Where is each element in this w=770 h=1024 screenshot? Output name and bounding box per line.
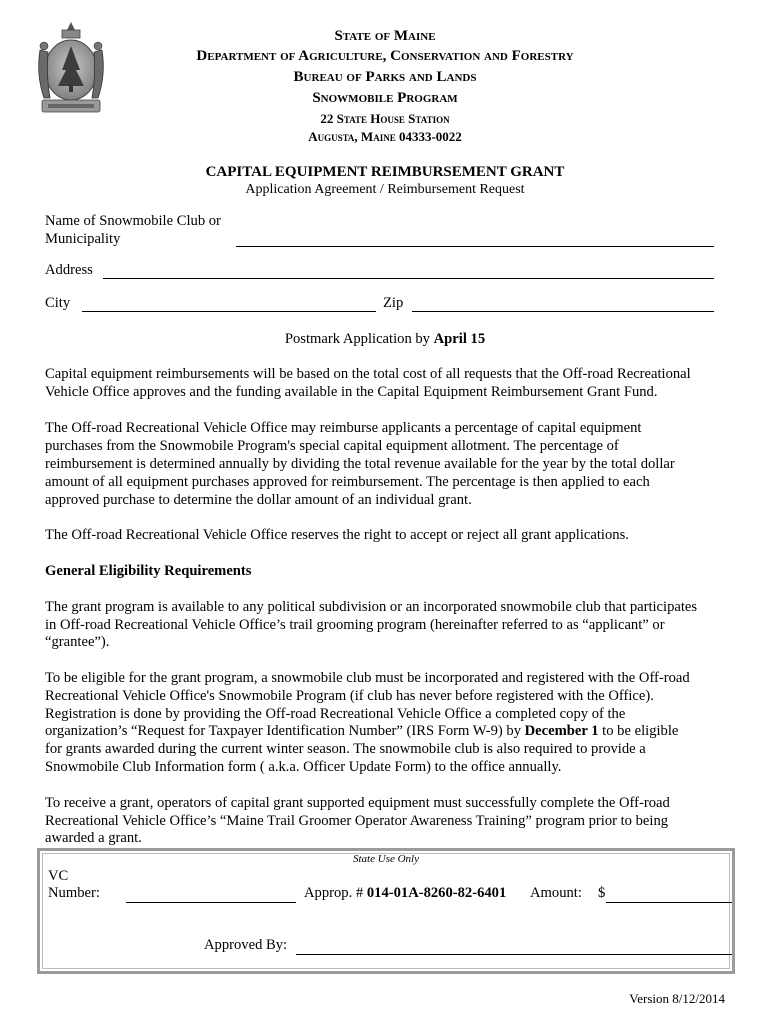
paragraph-line: amount of all equipment purchases approved for reimbursement. The percentage is then applied to each xyxy=(45,474,650,490)
paragraph-line: purchases from the Snowmobile Program's special capital equipment allotment. The percentage of xyxy=(45,438,619,454)
paragraph-line: Registration is done by providing the Off-road Recreational Vehicle Office a completed copy of the xyxy=(45,706,626,722)
version-label: Version 8/12/2014 xyxy=(629,991,725,1006)
postmark-date: April 15 xyxy=(433,331,486,347)
city-label: City xyxy=(45,295,71,311)
paragraph-line: reimbursement is determined annually by dividing the total revenue available for the year by the total dollar xyxy=(45,456,675,472)
paragraph-line: Vehicle Office approves and the funding available in the Capital Equipment Reimbursement Grant Fund. xyxy=(45,384,658,400)
paragraph-line: for grants awarded during the current winter season. The snowmobile club is also required to provide a xyxy=(45,741,646,757)
december-deadline: December 1 xyxy=(524,723,599,739)
city-field[interactable] xyxy=(82,311,376,312)
vc-label-1: VC xyxy=(48,868,69,884)
approp-label: Approp. # xyxy=(304,885,367,901)
text-run: organization’s “Request for Taxpayer Identification Number” (IRS Form W-9) by xyxy=(45,723,525,739)
approp-value: 014-01A-8260-82-6401 xyxy=(366,885,507,901)
paragraph-line: To be eligible for the grant program, a snowmobile club must be incorporated and registered with the Off-road xyxy=(45,670,690,686)
approved-by-label: Approved By: xyxy=(204,937,288,953)
paragraph-line: The grant program is available to any political subdivision or an incorporated snowmobile club that participates xyxy=(45,599,698,615)
paragraph-line xyxy=(45,723,735,741)
header-department: Department of Agriculture, Conservation and Forestry xyxy=(196,48,574,64)
section-heading: General Eligibility Requirements xyxy=(45,563,252,579)
state-seal-image xyxy=(32,20,110,120)
amount-label: Amount: xyxy=(530,885,582,901)
header-program: Snowmobile Program xyxy=(312,90,458,106)
state-use-box xyxy=(37,848,735,974)
text-run: to be eligible xyxy=(598,723,679,739)
club-name-field[interactable] xyxy=(236,246,714,247)
paragraph-line: Snowmobile Club Information form ( a.k.a. Officer Update Form) to the office annually. xyxy=(45,759,562,775)
paragraph-line: Recreational Vehicle Office’s “Maine Trail Groomer Operator Awareness Training” program prior to being xyxy=(45,813,669,829)
paragraph-line: Recreational Vehicle Office's Snowmobile Program (if club has never before registered with the Office). xyxy=(45,688,654,704)
state-use-title: State Use Only xyxy=(353,853,419,865)
postmark-deadline xyxy=(120,331,650,348)
address-label: Address xyxy=(45,262,93,278)
club-name-label-2: Municipality xyxy=(45,231,121,247)
zip-field[interactable] xyxy=(412,311,714,312)
form-subtitle: Application Agreement / Reimbursement Request xyxy=(245,182,525,197)
paragraph-line: approved purchase to determine the dollar amount of an individual grant. xyxy=(45,492,472,508)
paragraph-line: To receive a grant, operators of capital grant supported equipment must successfully complete the Off-road xyxy=(45,795,670,811)
approp-number xyxy=(304,885,506,902)
header-street: 22 State House Station xyxy=(320,111,450,126)
amount-field[interactable] xyxy=(606,902,732,903)
header-state: State of Maine xyxy=(334,28,436,44)
approved-by-field[interactable] xyxy=(296,954,732,955)
header-city: Augusta, Maine 04333-0022 xyxy=(308,129,462,144)
paragraph-line: in Off-road Recreational Vehicle Office’s trail grooming program (hereinafter referred to as “applicant” or xyxy=(45,617,665,633)
club-name-label-1: Name of Snowmobile Club or xyxy=(45,213,221,229)
vc-number-field[interactable] xyxy=(126,902,296,903)
address-field[interactable] xyxy=(103,278,714,279)
paragraph-line: “grantee”). xyxy=(45,634,110,650)
state-use-inner-border xyxy=(42,853,730,969)
paragraph-line: Capital equipment reimbursements will be based on the total cost of all requests that the Off-road Recreational xyxy=(45,366,691,382)
postmark-text: Postmark Application by xyxy=(284,331,434,347)
zip-label: Zip xyxy=(383,295,404,311)
header-bureau: Bureau of Parks and Lands xyxy=(293,69,477,85)
paragraph-line: The Off-road Recreational Vehicle Office may reimburse applicants a percentage of capital equipment xyxy=(45,420,642,436)
vc-label-2: Number: xyxy=(48,885,100,901)
dollar-sign: $ xyxy=(598,885,606,901)
paragraph-line: The Off-road Recreational Vehicle Office reserves the right to accept or reject all grant applications. xyxy=(45,527,629,543)
form-title: CAPITAL EQUIPMENT REIMBURSEMENT GRANT xyxy=(205,164,565,180)
paragraph-line: awarded a grant. xyxy=(45,830,142,846)
